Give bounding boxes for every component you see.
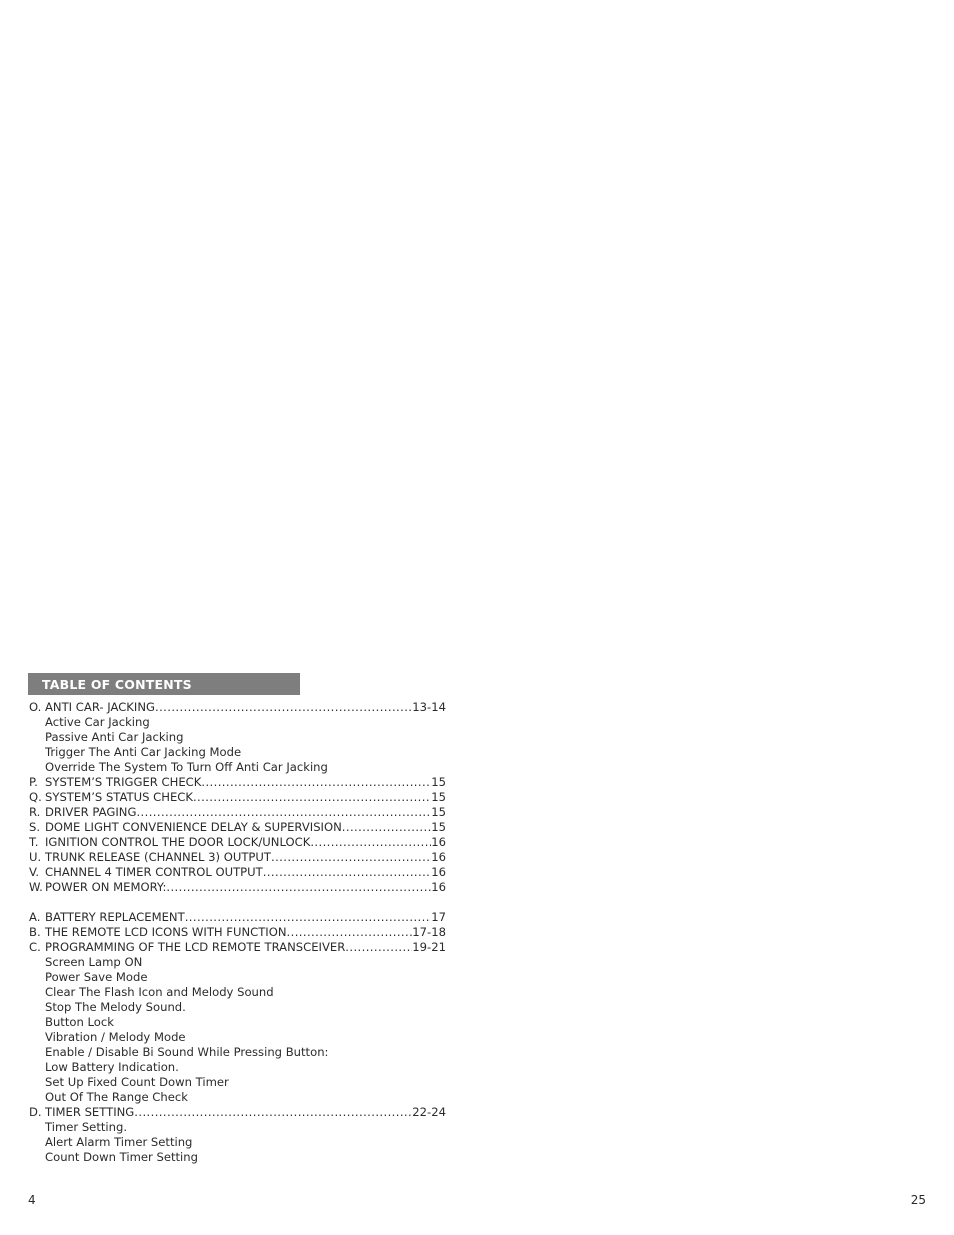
toc-title: CHANNEL 4 TIMER CONTROL OUTPUT xyxy=(45,865,263,879)
toc-subentry: Trigger The Anti Car Jacking Mode xyxy=(45,745,242,759)
toc-entry-w xyxy=(29,880,446,895)
toc-pages: 16 xyxy=(431,850,446,864)
toc-pages: 15 xyxy=(431,820,446,834)
toc-entry-q xyxy=(29,790,446,805)
dot-leader xyxy=(201,775,431,790)
toc-title: PROGRAMMING OF THE LCD REMOTE TRANSCEIVER xyxy=(45,940,346,954)
toc-subentry: Alert Alarm Timer Setting xyxy=(45,1135,193,1149)
toc-pages: 15 xyxy=(431,775,446,789)
toc-subentry: Clear The Flash Icon and Melody Sound xyxy=(45,985,274,999)
toc-letter: D. xyxy=(29,1105,42,1119)
toc-letter: U. xyxy=(29,850,42,864)
toc-letter: O. xyxy=(29,700,42,714)
toc-entry-a xyxy=(29,910,446,925)
toc-pages: 15 xyxy=(431,790,446,804)
dot-leader xyxy=(166,880,431,895)
toc-entry-c xyxy=(29,940,446,955)
toc-subentry: Count Down Timer Setting xyxy=(45,1150,198,1164)
toc-subentry: Stop The Melody Sound. xyxy=(45,1000,186,1014)
toc-subentry: Set Up Fixed Count Down Timer xyxy=(45,1075,229,1089)
toc-entry-v xyxy=(29,865,446,880)
toc-entry-u xyxy=(29,850,446,865)
table-of-contents xyxy=(29,700,446,1165)
toc-title: DRIVER PAGING xyxy=(45,805,137,819)
toc-subentry: Button Lock xyxy=(45,1015,114,1029)
toc-pages: 13-14 xyxy=(412,700,446,714)
section-gap xyxy=(29,895,446,910)
toc-title: ANTI CAR- JACKING xyxy=(45,700,155,714)
toc-letter: C. xyxy=(29,940,41,954)
dot-leader xyxy=(155,700,412,715)
toc-letter: B. xyxy=(29,925,41,939)
toc-subentry: Active Car Jacking xyxy=(45,715,150,729)
page-number-left: 4 xyxy=(28,1193,36,1207)
toc-pages: 17 xyxy=(431,910,446,924)
dot-leader xyxy=(310,835,431,850)
toc-subentry: Timer Setting. xyxy=(45,1120,128,1134)
toc-subentry: Enable / Disable Bi Sound While Pressing Button: xyxy=(45,1045,329,1059)
toc-subentry: Override The System To Turn Off Anti Car Jacking xyxy=(45,760,328,774)
toc-pages: 16 xyxy=(431,880,446,894)
toc-entry-t xyxy=(29,835,446,850)
page-number-right: 25 xyxy=(910,1193,926,1207)
toc-letter: W. xyxy=(29,880,43,894)
toc-subentry: Low Battery Indication. xyxy=(45,1060,179,1074)
toc-title: DOME LIGHT CONVENIENCE DELAY & SUPERVISION xyxy=(45,820,342,834)
toc-letter: R. xyxy=(29,805,41,819)
toc-letter: S. xyxy=(29,820,41,834)
toc-letter: P. xyxy=(29,775,38,789)
toc-pages: 19-21 xyxy=(412,940,446,954)
toc-letter: T. xyxy=(29,835,39,849)
toc-title: SYSTEM’S STATUS CHECK xyxy=(45,790,193,804)
dot-leader xyxy=(342,820,431,835)
toc-letter: V. xyxy=(29,865,40,879)
dot-leader xyxy=(263,865,431,880)
toc-title: BATTERY REPLACEMENT xyxy=(45,910,185,924)
toc-title: THE REMOTE LCD ICONS WITH FUNCTION xyxy=(45,925,287,939)
dot-leader xyxy=(185,910,432,925)
toc-entry-o xyxy=(29,700,446,715)
toc-pages: 16 xyxy=(431,865,446,879)
toc-header: TABLE OF CONTENTS xyxy=(28,673,300,695)
toc-letter: Q. xyxy=(29,790,42,804)
dot-leader xyxy=(134,1105,412,1120)
dot-leader xyxy=(271,850,431,865)
toc-pages: 15 xyxy=(431,805,446,819)
dot-leader xyxy=(193,790,431,805)
toc-subentry: Screen Lamp ON xyxy=(45,955,143,969)
toc-subentry: Power Save Mode xyxy=(45,970,148,984)
dot-leader xyxy=(136,805,431,820)
toc-entry-r xyxy=(29,805,446,820)
toc-entry-s xyxy=(29,820,446,835)
toc-pages: 17-18 xyxy=(412,925,446,939)
toc-subentry: Vibration / Melody Mode xyxy=(45,1030,186,1044)
toc-title: TIMER SETTING xyxy=(45,1105,135,1119)
toc-title: TRUNK RELEASE (CHANNEL 3) OUTPUT xyxy=(45,850,271,864)
toc-subentry: Out Of The Range Check xyxy=(45,1090,188,1104)
toc-subentry: Passive Anti Car Jacking xyxy=(45,730,184,744)
toc-letter: A. xyxy=(29,910,41,924)
toc-entry-b xyxy=(29,925,446,940)
toc-pages: 22-24 xyxy=(412,1105,446,1119)
dot-leader xyxy=(287,925,413,940)
dot-leader xyxy=(345,940,412,955)
toc-entry-d xyxy=(29,1105,446,1120)
toc-entry-p xyxy=(29,775,446,790)
toc-pages: 16 xyxy=(431,835,446,849)
toc-title: POWER ON MEMORY: xyxy=(45,880,167,894)
toc-title: SYSTEM’S TRIGGER CHECK xyxy=(45,775,202,789)
toc-title: IGNITION CONTROL THE DOOR LOCK/UNLOCK xyxy=(45,835,311,849)
